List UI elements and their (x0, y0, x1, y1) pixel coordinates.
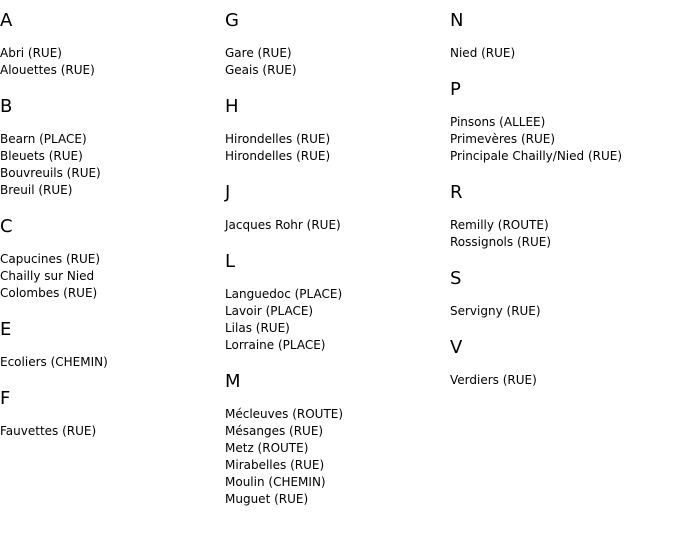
street-link[interactable]: Hirondelles (RUE) (225, 149, 331, 163)
street-link[interactable]: Rossignols (RUE) (450, 235, 552, 249)
letter-group (0, 319, 225, 371)
street-link[interactable]: Abri (RUE) (0, 46, 62, 60)
letter-heading: L (225, 251, 236, 272)
street-link[interactable]: Nied (RUE) (450, 46, 516, 60)
street-link[interactable]: Chailly sur Nied (0, 269, 95, 283)
street-link[interactable]: Verdiers (RUE) (450, 373, 537, 387)
index-column-2 (225, 10, 450, 525)
street-link[interactable]: Lilas (RUE) (225, 321, 290, 335)
letter-group (225, 96, 450, 165)
street-link[interactable]: Bearn (PLACE) (0, 132, 87, 146)
street-link[interactable]: Gare (RUE) (225, 46, 292, 60)
street-link[interactable]: Hirondelles (RUE) (225, 132, 331, 146)
street-link[interactable]: Fauvettes (RUE) (0, 424, 97, 438)
street-link[interactable]: Ecoliers (CHEMIN) (0, 355, 108, 369)
street-link[interactable]: Alouettes (RUE) (0, 63, 95, 77)
letter-heading: J (225, 182, 231, 203)
letter-group (0, 10, 225, 79)
street-link[interactable]: Pinsons (ALLEE) (450, 115, 546, 129)
letter-heading: H (225, 96, 239, 117)
street-link[interactable]: Muguet (RUE) (225, 492, 309, 506)
letter-heading: C (0, 216, 13, 237)
street-link[interactable]: Capucines (RUE) (0, 252, 101, 266)
letter-heading: M (225, 371, 241, 392)
letter-group (225, 371, 450, 508)
letter-heading: B (0, 96, 13, 117)
street-link[interactable]: Mirabelles (RUE) (225, 458, 325, 472)
street-link[interactable]: Primevères (RUE) (450, 132, 556, 146)
letter-heading: S (450, 268, 462, 289)
index-column-1 (0, 10, 225, 457)
letter-group (225, 251, 450, 354)
street-link[interactable]: Colombes (RUE) (0, 286, 98, 300)
street-link[interactable]: Geais (RUE) (225, 63, 297, 77)
letter-heading: E (0, 319, 12, 340)
street-link[interactable]: Languedoc (PLACE) (225, 287, 343, 301)
letter-group (225, 182, 450, 234)
street-link[interactable]: Bleuets (RUE) (0, 149, 83, 163)
street-link[interactable]: Remilly (ROUTE) (450, 218, 549, 232)
letter-heading: N (450, 10, 464, 31)
letter-heading: A (0, 10, 13, 31)
street-link[interactable]: Moulin (CHEMIN) (225, 475, 326, 489)
letter-heading: V (450, 337, 463, 358)
index-column-3 (450, 10, 675, 406)
letter-group (450, 10, 675, 62)
letter-group (450, 79, 675, 165)
street-link[interactable]: Mécleuves (ROUTE) (225, 407, 344, 421)
letter-heading: G (225, 10, 239, 31)
street-link[interactable]: Principale Chailly/Nied (RUE) (450, 149, 623, 163)
letter-group (450, 268, 675, 320)
street-link[interactable]: Lorraine (PLACE) (225, 338, 326, 352)
letter-group (450, 182, 675, 251)
street-link[interactable]: Lavoir (PLACE) (225, 304, 314, 318)
letter-heading: F (0, 388, 11, 409)
letter-group (0, 388, 225, 440)
letter-group (0, 216, 225, 302)
street-link[interactable]: Breuil (RUE) (0, 183, 73, 197)
letter-group (450, 337, 675, 389)
street-link[interactable]: Mésanges (RUE) (225, 424, 324, 438)
letter-group (0, 96, 225, 199)
street-link[interactable]: Jacques Rohr (RUE) (225, 218, 341, 232)
letter-heading: P (450, 79, 461, 100)
letter-group (225, 10, 450, 79)
street-link[interactable]: Bouvreuils (RUE) (0, 166, 101, 180)
letter-heading: R (450, 182, 463, 203)
street-link[interactable]: Servigny (RUE) (450, 304, 541, 318)
street-link[interactable]: Metz (ROUTE) (225, 441, 309, 455)
